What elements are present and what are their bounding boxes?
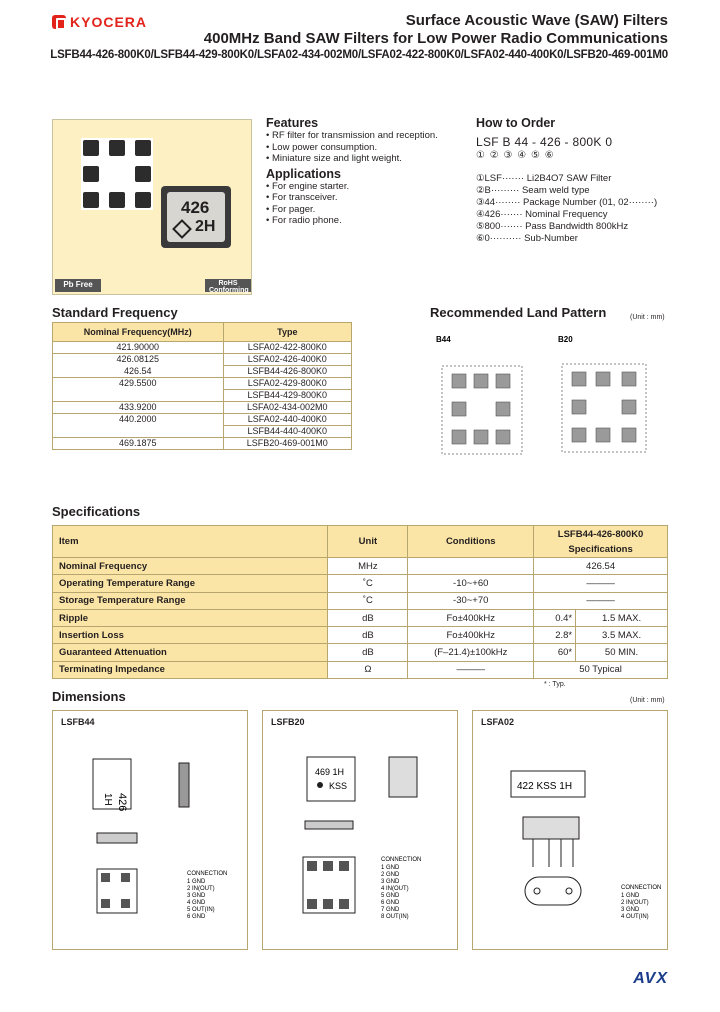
order-legend <box>476 173 676 245</box>
table-header: Unit <box>328 526 408 558</box>
table-row: LSFB44-429-800K0 <box>53 390 352 402</box>
table-row: 433.9200 LSFA02-434-002M0 <box>53 402 352 414</box>
applications-title: Applications <box>266 166 342 181</box>
svg-text:6 GND: 6 GND <box>187 914 206 920</box>
table-header: Conditions <box>408 526 534 558</box>
order-code: LSF B 44 - 426 - 800K 0 <box>476 135 613 149</box>
logo-text: KYOCERA <box>70 14 148 30</box>
features-title: Features <box>266 116 319 130</box>
b44-marking: 426 <box>116 793 128 812</box>
land-pattern-title: Recommended Land Pattern <box>430 305 607 320</box>
list-item: ②B········· Seam weld type <box>476 185 590 196</box>
chip-pad <box>135 166 151 182</box>
table-row: 426.08125 LSFA02-426-400K0 <box>53 354 352 366</box>
svg-text:4 OUT(IN): 4 OUT(IN) <box>621 914 649 920</box>
svg-text:7 GND: 7 GND <box>381 907 400 913</box>
svg-text:CONNECTION: CONNECTION <box>621 885 662 891</box>
chip-pad <box>83 192 99 208</box>
svg-text:4 GND: 4 GND <box>187 900 206 906</box>
pb-free-badge: Pb Free <box>55 279 101 292</box>
svg-text:3 GND: 3 GND <box>187 893 206 899</box>
how-to-order-title: How to Order <box>476 116 556 130</box>
avx-logo: AVX <box>633 970 668 987</box>
svg-text:3 GND: 3 GND <box>381 879 400 885</box>
list-item: • RF filter for transmission and reception. <box>266 130 466 142</box>
list-item: • For engine starter. <box>266 181 466 193</box>
dim-label-lsfb20: LSFB20 <box>271 717 305 727</box>
lsfb20-drawing <box>263 721 457 949</box>
land-pattern-drawing <box>430 330 670 470</box>
list-item: • For radio phone. <box>266 215 466 227</box>
dim-label-lsfb44: LSFB44 <box>61 717 95 727</box>
svg-text:3 GND: 3 GND <box>621 907 640 913</box>
table-row: Guaranteed Attenuation dB (F–21.4)±100kHz 60* 50 MIN. <box>53 644 668 661</box>
dim-lsfb44 <box>52 710 248 950</box>
list-item: ⑤800······· Pass Bandwidth 800kHz <box>476 221 629 232</box>
chip-bottom-view <box>81 138 153 210</box>
table-row: 421.90000 LSFA02-422-800K0 <box>53 342 352 354</box>
standard-frequency-title: Standard Frequency <box>52 305 178 320</box>
table-header: Nominal Frequency(MHz) <box>53 323 224 342</box>
list-item: • Miniature size and light weight. <box>266 153 466 165</box>
a02-marking: 422 KSS 1H <box>517 781 573 792</box>
list-item: ①LSF······· Li2B4O7 SAW Filter <box>476 173 612 184</box>
chip-pad <box>83 140 99 156</box>
b20-marking: 469 1H <box>315 767 345 777</box>
list-item: ③44········ Package Number (01, 02········) <box>476 197 658 208</box>
b44-label: B44 <box>436 335 451 344</box>
svg-text:8 OUT(IN): 8 OUT(IN) <box>381 914 409 920</box>
svg-text:6 GND: 6 GND <box>381 900 400 906</box>
features-section <box>266 116 466 227</box>
standard-frequency-table <box>52 322 352 450</box>
b44-marking-2: 1H <box>102 793 113 806</box>
svg-text:CONNECTION: CONNECTION <box>381 857 422 863</box>
svg-text:2 IN(OUT): 2 IN(OUT) <box>187 886 215 892</box>
svg-text:4 IN(OUT): 4 IN(OUT) <box>381 886 409 892</box>
dimensions-unit: (Unit : mm) <box>630 697 665 704</box>
table-row: 429.5500 LSFA02-429-800K0 <box>53 378 352 390</box>
table-row: LSFB44-440-400K0 <box>53 426 352 438</box>
part-numbers: LSFB44-426-800K0/LSFB44-429-800K0/LSFA02-434-002M0/LSFA02-422-800K0/LSFA02-440-400K0/LSFB20-469-001M0 <box>50 49 668 61</box>
table-row: 440.2000 LSFA02-440-400K0 <box>53 414 352 426</box>
table-row: 469.1875 LSFB20-469-001M0 <box>53 438 352 450</box>
diamond-icon <box>172 219 192 239</box>
table-row: Operating Temperature Range ˚C -10~+60 ——— <box>53 575 668 592</box>
typ-note: * : Typ. <box>544 681 566 688</box>
chip-pad <box>135 192 151 208</box>
list-item: • Low power consumption. <box>266 142 466 154</box>
svg-text:2 IN(OUT): 2 IN(OUT) <box>621 900 649 906</box>
list-item: • For transceiver. <box>266 192 466 204</box>
dimensions-title: Dimensions <box>52 689 126 704</box>
chip-pad <box>83 166 99 182</box>
svg-text:5 GND: 5 GND <box>381 893 400 899</box>
features-list <box>266 130 466 165</box>
table-row: Terminating Impedance Ω ——— 50 Typical <box>53 661 668 678</box>
chip-pad <box>135 140 151 156</box>
b44-pads <box>452 374 510 444</box>
b20-marking-2: KSS <box>329 781 348 791</box>
b20-pads <box>572 372 636 442</box>
title-block <box>50 12 668 61</box>
dim-label-lsfa02: LSFA02 <box>481 717 515 727</box>
title-line1: Surface Acoustic Wave (SAW) Filters <box>405 12 668 29</box>
table-row: 426.54 LSFB44-426-800K0 <box>53 366 352 378</box>
table-header-model: LSFB44-426-800K0 Specifications <box>534 526 668 558</box>
svg-text:2 GND: 2 GND <box>381 872 400 878</box>
list-item: ④426······· Nominal Frequency <box>476 209 608 220</box>
table-row: Ripple dB Fo±400kHz 0.4* 1.5 MAX. <box>53 609 668 626</box>
how-to-order-section <box>476 116 676 245</box>
svg-text:1 GND: 1 GND <box>621 893 640 899</box>
chip-label-1: 426 <box>181 198 210 217</box>
chip-top-view <box>161 186 231 248</box>
b20-label: B20 <box>558 335 573 344</box>
dim-lsfa02 <box>472 710 668 950</box>
product-photo <box>52 119 252 295</box>
svg-text:1 GND: 1 GND <box>381 865 400 871</box>
lsfb44-drawing <box>53 721 247 949</box>
chip-pad <box>109 192 125 208</box>
list-item: • For pager. <box>266 204 466 216</box>
table-row: Nominal Frequency MHz 426.54 <box>53 558 668 575</box>
list-item: ⑥0·········· Sub-Number <box>476 233 578 244</box>
land-pattern-unit: (Unit : mm) <box>630 314 665 321</box>
svg-text:CONNECTION: CONNECTION <box>187 871 228 877</box>
specifications-table <box>52 525 668 679</box>
table-header: Type <box>223 323 351 342</box>
dim-lsfb20 <box>262 710 458 950</box>
lsfa02-drawing <box>473 721 667 949</box>
svg-text:1 GND: 1 GND <box>187 879 206 885</box>
rohs-badge: RoHS Conforming <box>205 279 251 292</box>
svg-text:5 OUT(IN): 5 OUT(IN) <box>187 907 215 913</box>
specifications-title: Specifications <box>52 504 141 519</box>
title-line2: 400MHz Band SAW Filters for Low Power Radio Communications <box>203 30 668 47</box>
chip-pad <box>109 140 125 156</box>
applications-list <box>266 181 466 227</box>
table-row: Insertion Loss dB Fo±400kHz 2.8* 3.5 MAX. <box>53 627 668 644</box>
chip-label-2: 2H <box>195 218 216 235</box>
table-row: Storage Temperature Range ˚C -30~+70 ——— <box>53 592 668 609</box>
table-header: Item <box>53 526 328 558</box>
order-code-numbers: ① ② ③ ④ ⑤ ⑥ <box>476 150 555 161</box>
